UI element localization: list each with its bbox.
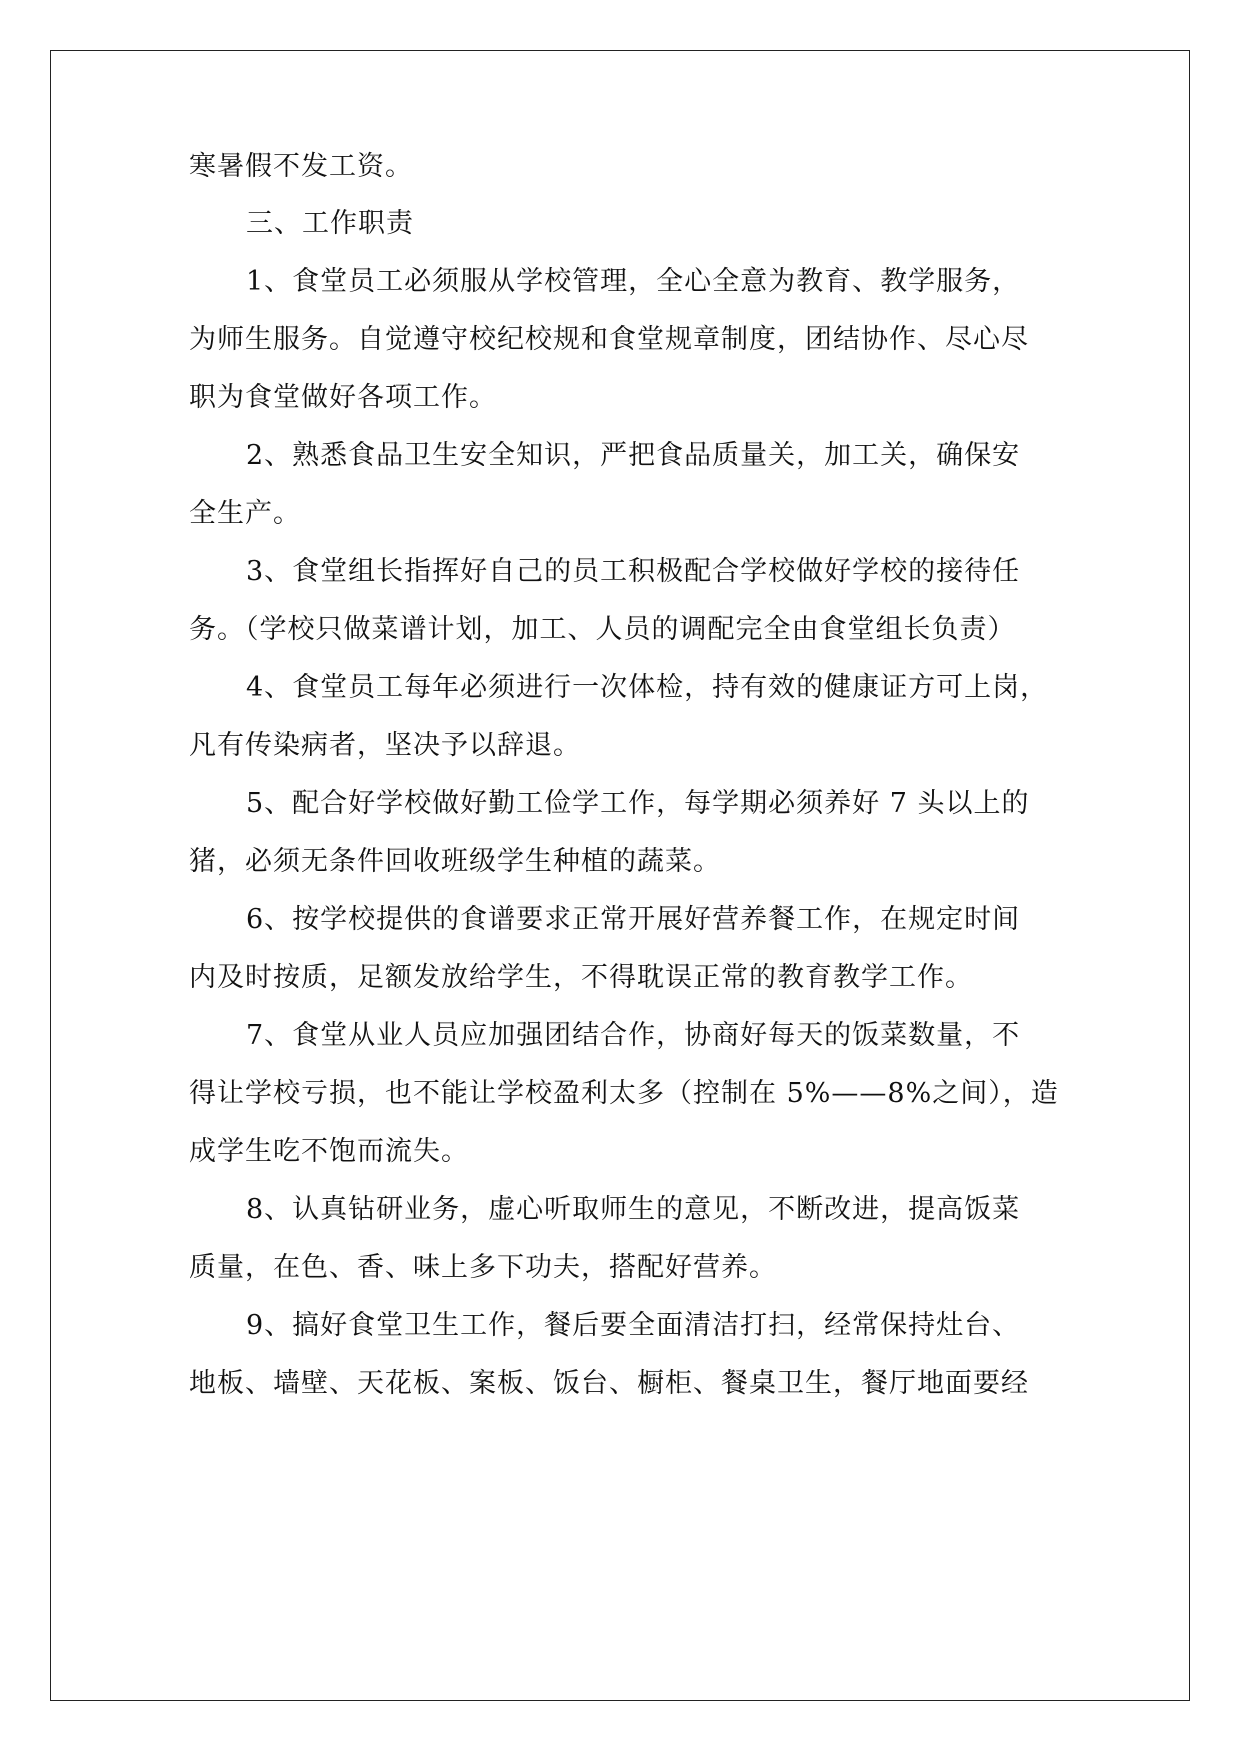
text-line: 8、认真钻研业务，虚心听取师生的意见，不断改进，提高饭菜 [246, 1194, 1021, 1225]
text-line: 7、食堂从业人员应加强团结合作，协商好每天的饭菜数量，不 [246, 1020, 1021, 1051]
text-line: 务。（学校只做菜谱计划，加工、人员的调配完全由食堂组长负责） [189, 614, 1016, 645]
text-line: 3、食堂组长指挥好自己的员工积极配合学校做好学校的接待任 [246, 556, 1021, 587]
text-line: 6、按学校提供的食谱要求正常开展好营养餐工作，在规定时间 [246, 904, 1021, 935]
text-line: 得让学校亏损，也不能让学校盈利太多（控制在 5%——8%之间），造 [189, 1078, 1059, 1109]
text-line: 凡有传染病者，坚决予以辞退。 [189, 730, 581, 761]
text-line: 为师生服务。自觉遵守校纪校规和食堂规章制度，团结协作、尽心尽 [189, 324, 1029, 355]
text-line: 全生产。 [189, 498, 301, 529]
text-line: 9、搞好食堂卫生工作，餐后要全面清洁打扫，经常保持灶台、 [246, 1310, 1021, 1341]
text-line: 1、食堂员工必须服从学校管理，全心全意为教育、教学服务， [246, 266, 1021, 297]
text-line: 内及时按质，足额发放给学生，不得耽误正常的教育教学工作。 [189, 962, 973, 993]
text-line: 4、食堂员工每年必须进行一次体检，持有效的健康证方可上岗， [246, 672, 1049, 703]
text-line: 寒暑假不发工资。 [189, 151, 413, 182]
text-line: 2、熟悉食品卫生安全知识，严把食品质量关，加工关，确保安 [246, 440, 1021, 471]
text-line: 职为食堂做好各项工作。 [189, 382, 497, 413]
text-line: 地板、墙壁、天花板、案板、饭台、橱柜、餐桌卫生，餐厅地面要经 [189, 1368, 1029, 1399]
text-line: 成学生吃不饱而流失。 [189, 1136, 469, 1167]
text-line: 5、配合好学校做好勤工俭学工作，每学期必须养好 7 头以上的 [246, 788, 1030, 819]
text-line: 猪，必须无条件回收班级学生种植的蔬菜。 [189, 846, 721, 877]
section-heading: 三、工作职责 [246, 208, 414, 239]
text-line: 质量，在色、香、味上多下功夫，搭配好营养。 [189, 1252, 777, 1283]
